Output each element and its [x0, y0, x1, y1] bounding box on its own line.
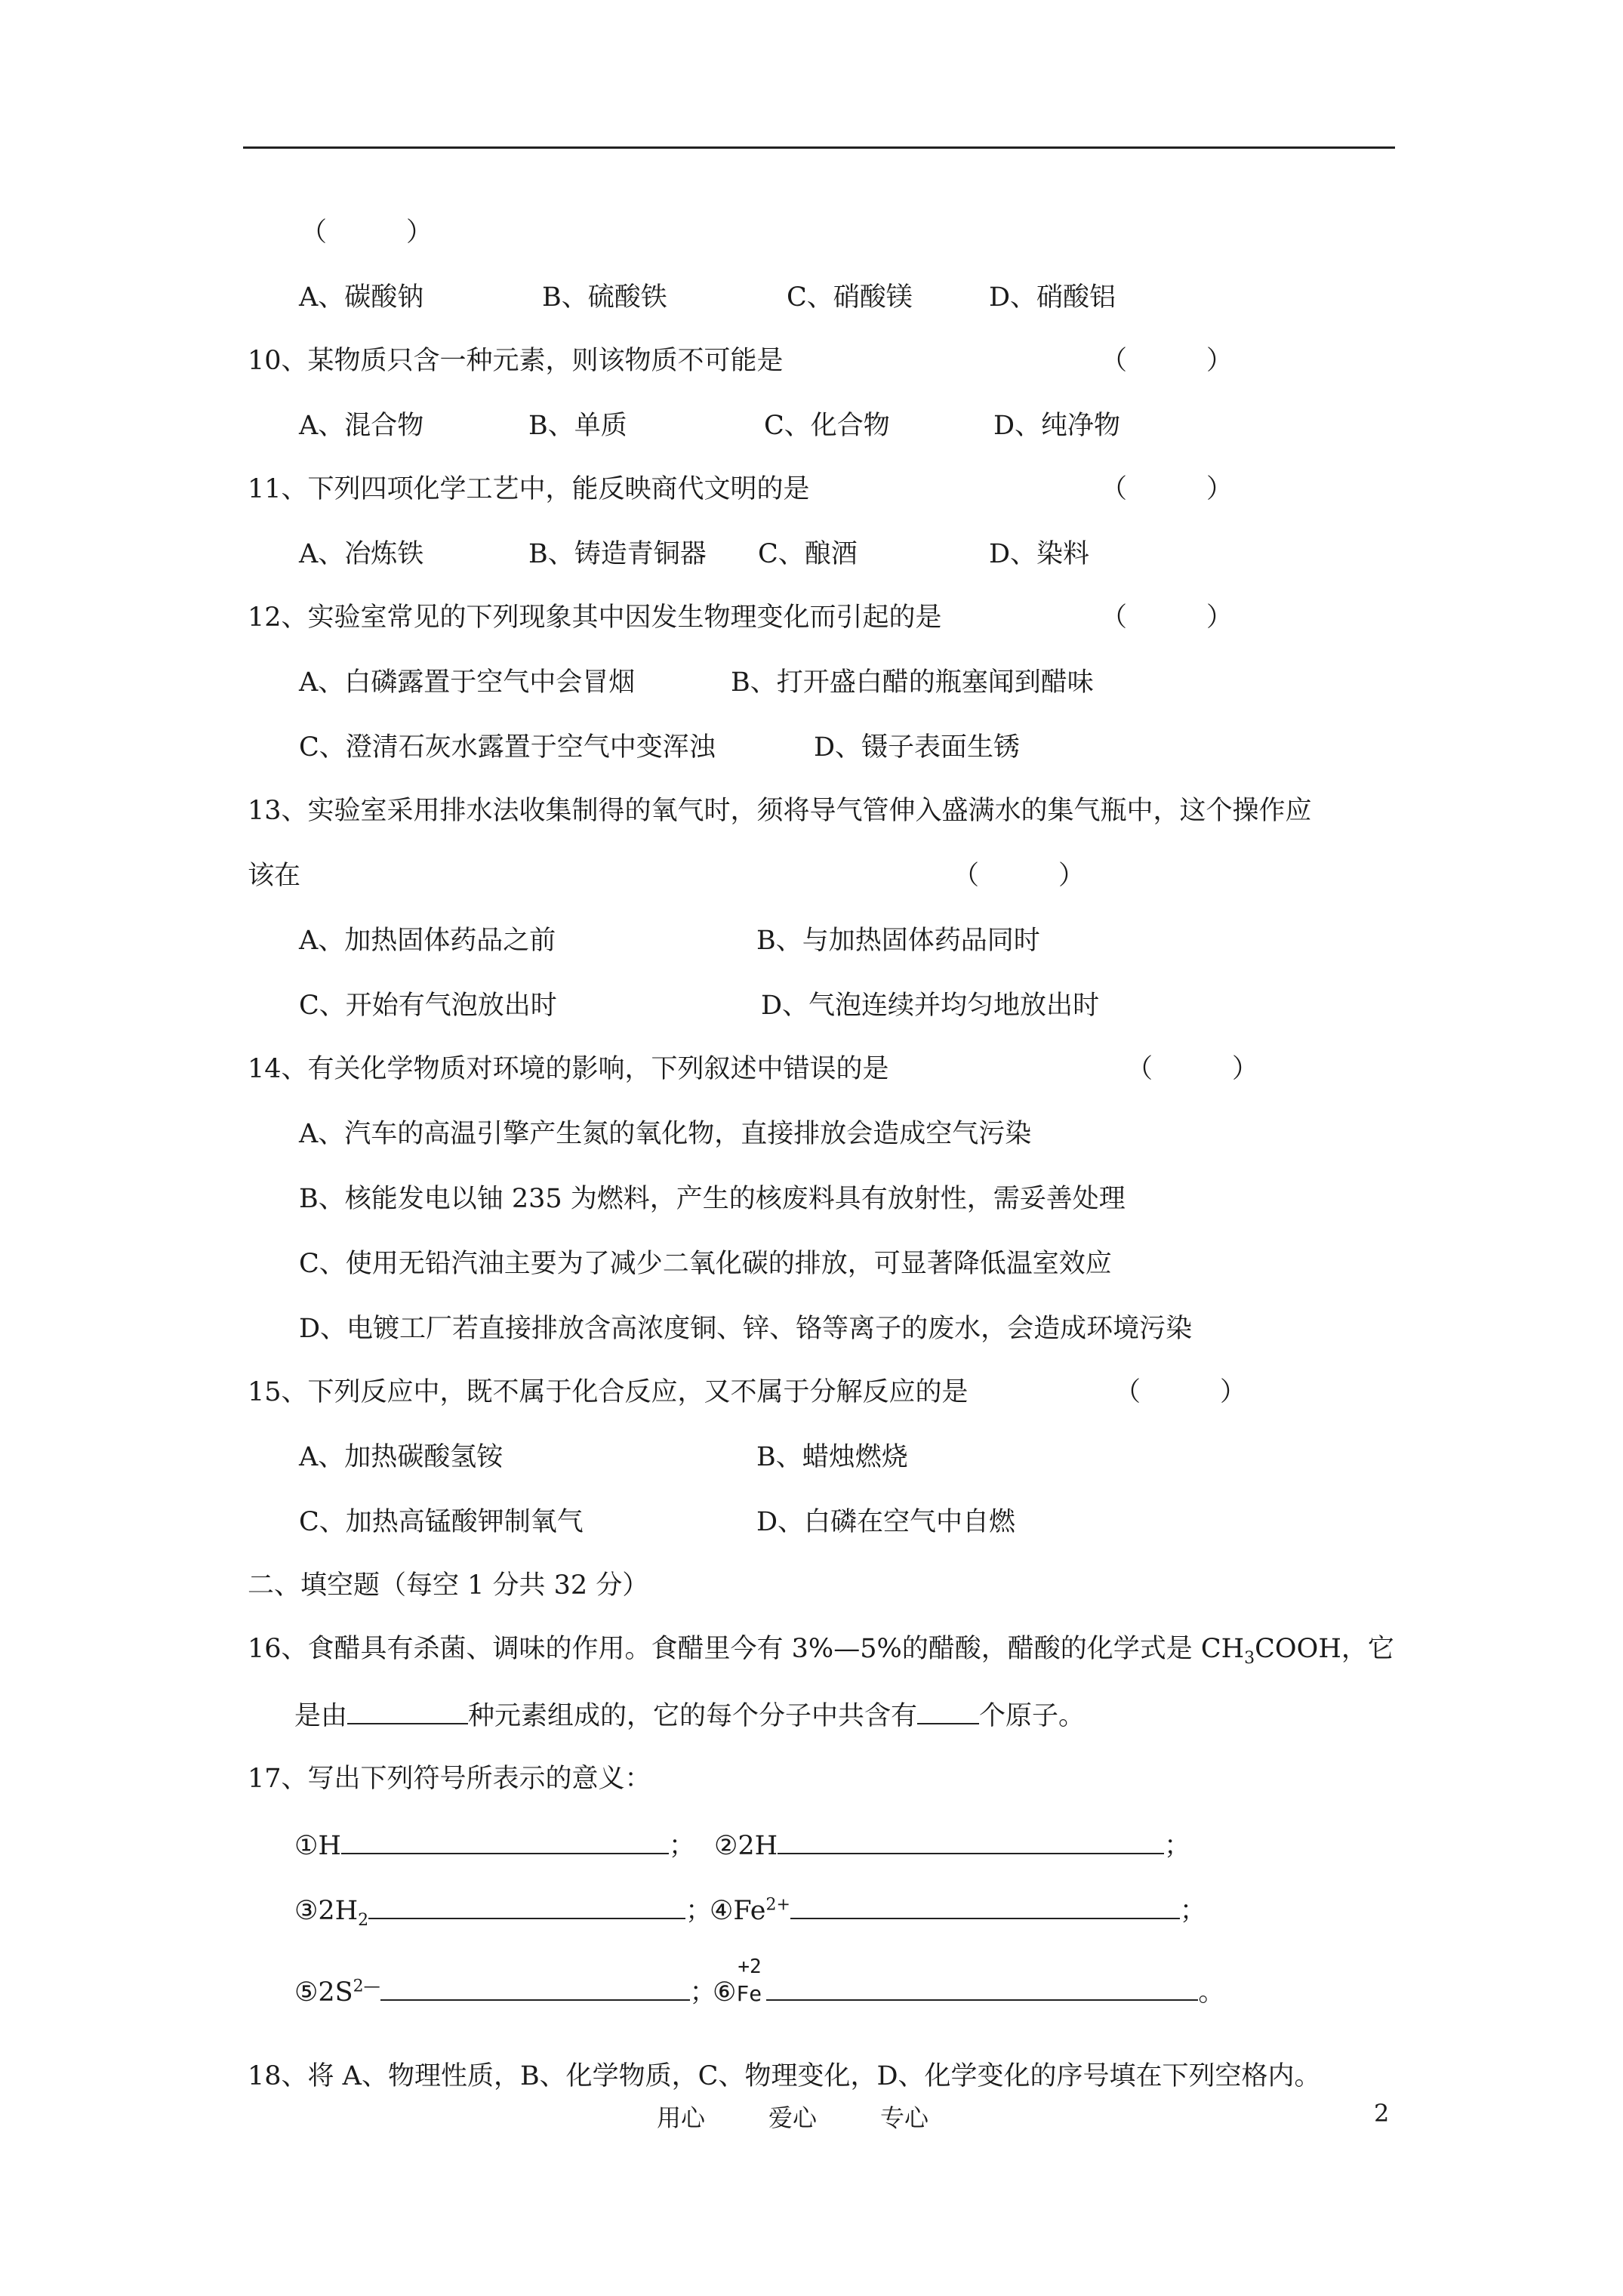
q11-option-d: D、染料 — [989, 539, 1090, 569]
section-heading: 二、填空题（每空 1 分共 32 分） — [248, 1570, 649, 1601]
footer-word-2: 爱心 — [768, 2103, 818, 2132]
semicolon: ； — [668, 1831, 695, 1861]
q12-option-c: C、澄清石灰水露置于空气中变浑浊 — [299, 732, 716, 763]
q11-option-a: A、冶炼铁 — [299, 539, 424, 569]
q13-answer-paren: （ ） — [953, 861, 1086, 891]
q17-blank-6[interactable] — [766, 1974, 1198, 2001]
q17-blank-4[interactable] — [790, 1892, 1180, 1919]
q12-option-d: D、镊子表面生锈 — [814, 732, 1021, 763]
q16-line2 — [294, 1697, 1085, 1733]
q17-blank-2[interactable] — [778, 1827, 1164, 1854]
q17-symbol-4-superscript: 2+ — [765, 1895, 790, 1915]
q13-option-c: C、开始有气泡放出时 — [299, 991, 557, 1021]
q14-stem: 14、有关化学物质对环境的影响，下列叙述中错误的是 — [248, 1054, 889, 1084]
q16-line2-part2: 种元素组成的，它的每个分子中共含有 — [468, 1701, 918, 1731]
semicolon: ； — [685, 1896, 713, 1926]
q14-option-d: D、电镀工厂若直接排放含高浓度铜、锌、铬等离子的废水，会造成环境污染 — [299, 1314, 1193, 1344]
q16-line2-part3: 个原子。 — [979, 1701, 1086, 1731]
q13-stem-line2: 该在 — [248, 861, 301, 891]
q10-answer-paren: （ ） — [1101, 346, 1233, 376]
q12-stem: 12、实验室常见的下列现象其中因发生物理变化而引起的是 — [248, 603, 942, 633]
q12-option-a: A、白磷露置于空气中会冒烟 — [299, 667, 636, 698]
q9-answer-paren: （ ） — [300, 217, 433, 248]
header-rule — [243, 146, 1395, 149]
q16-line1-tail: COOH，它 — [1255, 1634, 1394, 1664]
q16-subscript: 3 — [1244, 1649, 1255, 1668]
q17-symbol-2: ②2H — [714, 1831, 778, 1861]
q16-line1-text: 16、食醋具有杀菌、调味的作用。食醋里今有 3%—5%的醋酸，醋酸的化学式是 CH — [248, 1634, 1245, 1664]
q17-blank-3[interactable] — [368, 1892, 685, 1919]
q17-symbol-3: ③2H — [294, 1896, 359, 1926]
q13-option-a: A、加热固体药品之前 — [299, 926, 556, 956]
q15-stem: 15、下列反应中，既不属于化合反应，又不属于分解反应的是 — [248, 1377, 969, 1407]
semicolon: ； — [689, 1977, 716, 2008]
q12-option-b: B、打开盛白醋的瓶塞闻到醋味 — [731, 667, 1094, 698]
q11-option-c: C、酿酒 — [758, 539, 858, 569]
element-label: Fe — [736, 1981, 762, 2006]
q10-option-a: A、混合物 — [299, 411, 424, 441]
q15-option-a: A、加热碳酸氢铵 — [299, 1442, 504, 1472]
q9-option-a: A、碳酸钠 — [299, 282, 424, 313]
q13-stem-line1: 13、实验室采用排水法收集制得的氧气时，须将导气管伸入盛满水的集气瓶中，这个操作应 — [248, 796, 1312, 826]
q17-symbol-5: ⑤2S — [294, 1977, 353, 2008]
q17-item-3 — [294, 1892, 712, 1928]
q17-item-5 — [294, 1974, 716, 2009]
q14-option-b: B、核能发电以铀 235 为燃料，产生的核废料具有放射性，需妥善处理 — [299, 1184, 1126, 1214]
q17-symbol-3-subscript: 2 — [358, 1911, 369, 1930]
q10-option-c: C、化合物 — [764, 411, 890, 441]
q14-answer-paren: （ ） — [1126, 1054, 1259, 1084]
footer-word-1: 用心 — [657, 2103, 706, 2132]
q16-blank-atoms[interactable] — [917, 1697, 979, 1724]
q17-symbol-5-superscript: 2— — [353, 1977, 380, 1996]
q18-stem: 18、将 A、物理性质，B、化学物质，C、物理变化，D、化学变化的序号填在下列空格内。 — [248, 2061, 1321, 2091]
q13-option-b: B、与加热固体药品同时 — [756, 926, 1040, 956]
q17-symbol-1: ①H — [294, 1831, 341, 1861]
q17-symbol-4: ④Fe — [710, 1896, 766, 1926]
q17-item-4 — [710, 1892, 1206, 1928]
q15-option-b: B、蜡烛燃烧 — [756, 1442, 908, 1472]
q17-item-2 — [714, 1827, 1190, 1863]
q10-stem: 10、某物质只含一种元素，则该物质不可能是 — [248, 346, 784, 376]
q17-item-6 — [713, 1955, 1225, 2011]
q17-symbol-6-valence — [736, 1955, 766, 2011]
q11-stem: 11、下列四项化学工艺中，能反映商代文明的是 — [248, 474, 810, 504]
q16-line1 — [248, 1632, 1394, 1666]
q11-option-b: B、铸造青铜器 — [528, 539, 707, 569]
q17-blank-5[interactable] — [380, 1974, 690, 2001]
q15-option-d: D、白磷在空气中自燃 — [756, 1507, 1016, 1537]
q17-blank-1[interactable] — [341, 1827, 669, 1854]
q15-answer-paren: （ ） — [1114, 1377, 1247, 1407]
period: 。 — [1198, 1977, 1225, 2008]
q17-stem: 17、写出下列符号所表示的意义： — [248, 1764, 651, 1794]
q15-option-c: C、加热高锰酸钾制氧气 — [299, 1507, 584, 1537]
q10-option-d: D、纯净物 — [993, 411, 1121, 441]
valence-label: +2 — [738, 1955, 762, 1978]
q14-option-c: C、使用无铅汽油主要为了减少二氧化碳的排放，可显著降低温室效应 — [299, 1249, 1112, 1279]
semicolon: ； — [1179, 1896, 1206, 1926]
q13-option-d: D、气泡连续并均匀地放出时 — [761, 991, 1100, 1021]
q9-option-b: B、硫酸铁 — [542, 282, 667, 313]
q9-option-c: C、硝酸镁 — [787, 282, 913, 313]
q16-blank-elements[interactable] — [347, 1697, 468, 1724]
q17-item-1 — [294, 1827, 695, 1863]
footer-word-3: 专心 — [880, 2103, 929, 2132]
q12-answer-paren: （ ） — [1101, 603, 1233, 633]
page-number: 2 — [1374, 2099, 1390, 2128]
q14-option-a: A、汽车的高温引擎产生氮的氧化物，直接排放会造成空气污染 — [299, 1119, 1032, 1149]
q16-line2-part1: 是由 — [294, 1701, 348, 1731]
q17-symbol-6-number: ⑥ — [713, 1977, 737, 2008]
q11-answer-paren: （ ） — [1101, 474, 1233, 504]
q9-option-d: D、硝酸铝 — [989, 282, 1116, 313]
semicolon: ； — [1164, 1831, 1191, 1861]
q10-option-b: B、单质 — [528, 411, 627, 441]
